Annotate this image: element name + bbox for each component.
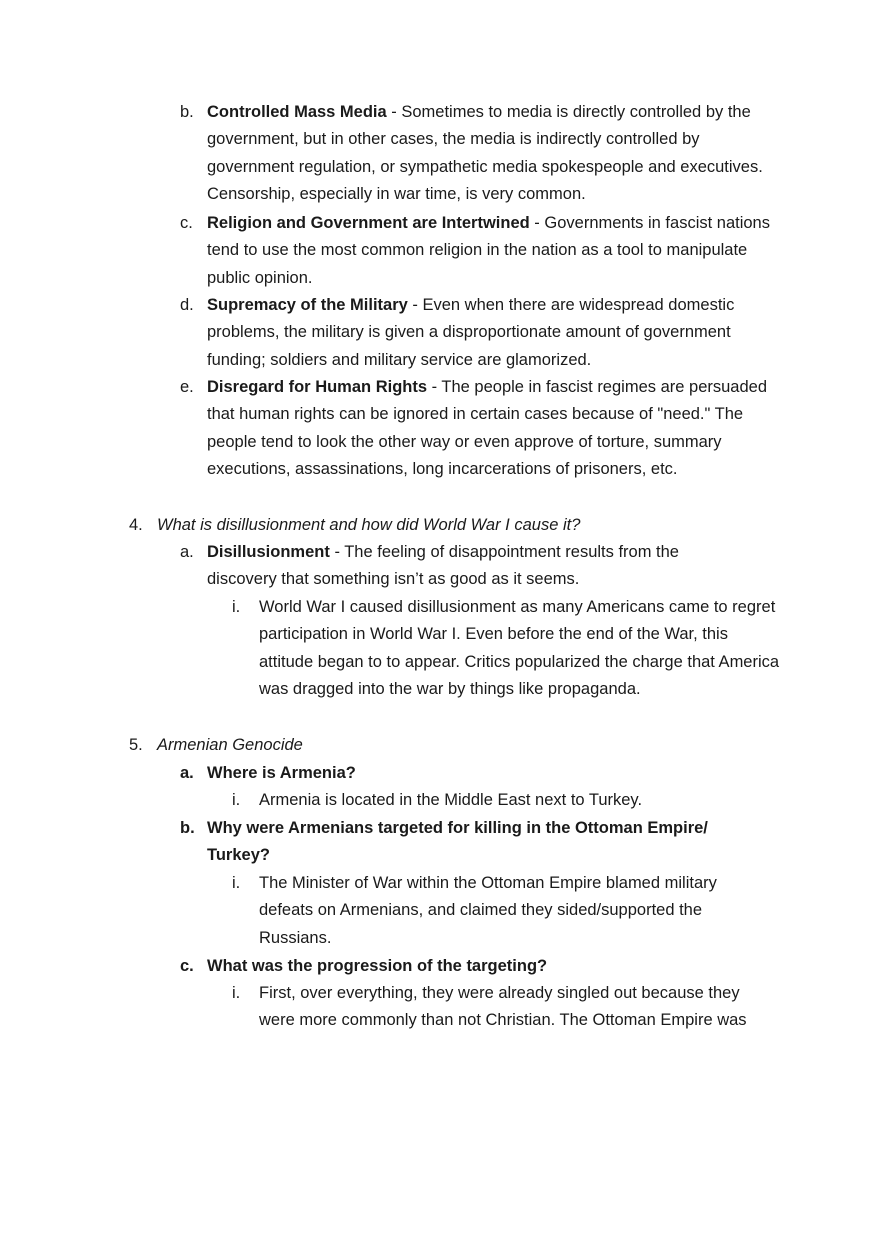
question-text: What is disillusionment and how did World War I cause it?: [157, 516, 581, 534]
item-text: World War I caused disillusionment as many Americans came to regret participation in World War I. Even before the end of the War, this attitude began to to appear. Critics popularized the charge that America was dragged into the war by things like propaganda.: [259, 598, 780, 699]
item-title: Disregard for Human Rights: [207, 378, 428, 396]
question-5: [129, 732, 779, 759]
list-item-d: [180, 292, 780, 374]
item-text: First, over everything, they were already singled out because they were more commonly than not Christian. The Ottoman Empire was: [259, 984, 747, 1030]
list-marker: b.: [180, 819, 195, 837]
item-text: - Sometimes to media is directly controlled by the government, but in other cases, the media is indirectly controlled by government regulation, or sympathetic media spokespeople and executives. Censorship, especially in war time, is very common.: [207, 103, 763, 204]
list-marker: i.: [232, 874, 241, 892]
item-text: The Minister of War within the Ottoman Empire blamed military defeats on Armenians, and claimed they sided/supported the Russians.: [259, 874, 717, 947]
list-marker: a.: [180, 543, 194, 561]
list-marker: i.: [232, 984, 241, 1002]
item-text: Armenia is located in the Middle East next to Turkey.: [259, 791, 643, 809]
question-number: 4.: [129, 516, 143, 534]
q4-item-a: [180, 539, 720, 594]
q5-item-b: [180, 815, 740, 870]
item-title: Where is Armenia?: [207, 764, 356, 782]
q5-item-a-i: [232, 787, 782, 814]
list-marker: e.: [180, 378, 194, 396]
list-marker: c.: [180, 214, 193, 232]
list-marker: b.: [180, 103, 194, 121]
q4-item-a-i: [232, 594, 782, 704]
list-marker: c.: [180, 957, 194, 975]
item-title: Controlled Mass Media: [207, 103, 387, 121]
item-text: - Governments in fascist nations tend to use the most common religion in the nation as a tool to manipulate public opinion.: [207, 214, 770, 287]
q5-item-c: [180, 953, 740, 980]
list-item-c: [180, 210, 780, 292]
item-text: - The feeling of disappointment results from the discovery that something isn’t as good as it seems.: [207, 543, 679, 589]
item-title: What was the progression of the targeting?: [207, 957, 548, 975]
question-text: Armenian Genocide: [157, 736, 303, 754]
item-title: Religion and Government are Intertwined: [207, 214, 530, 232]
list-item-b: [180, 99, 780, 209]
list-marker: i.: [232, 598, 241, 616]
q5-item-b-i: [232, 870, 742, 952]
item-title: Disillusionment: [207, 543, 330, 561]
item-title: Why were Armenians targeted for killing in the Ottoman Empire/ Turkey?: [207, 819, 708, 865]
list-marker: i.: [232, 791, 241, 809]
item-text: - The people in fascist regimes are persuaded that human rights can be ignored in certain cases because of "need." The people tend to look the other way or even approve of torture, summary executions, assassinations, long incarcerations of prisoners, etc.: [207, 378, 767, 479]
item-title: Supremacy of the Military: [207, 296, 408, 314]
question-4: [129, 512, 779, 539]
list-marker: a.: [180, 764, 194, 782]
list-marker: d.: [180, 296, 194, 314]
item-text: - Even when there are widespread domestic problems, the military is given a disproportionate amount of government funding; soldiers and military service are glamorized.: [207, 296, 735, 369]
question-number: 5.: [129, 736, 143, 754]
q5-item-a: [180, 760, 740, 787]
q5-item-c-i: [232, 980, 777, 1035]
list-item-e: [180, 374, 780, 484]
